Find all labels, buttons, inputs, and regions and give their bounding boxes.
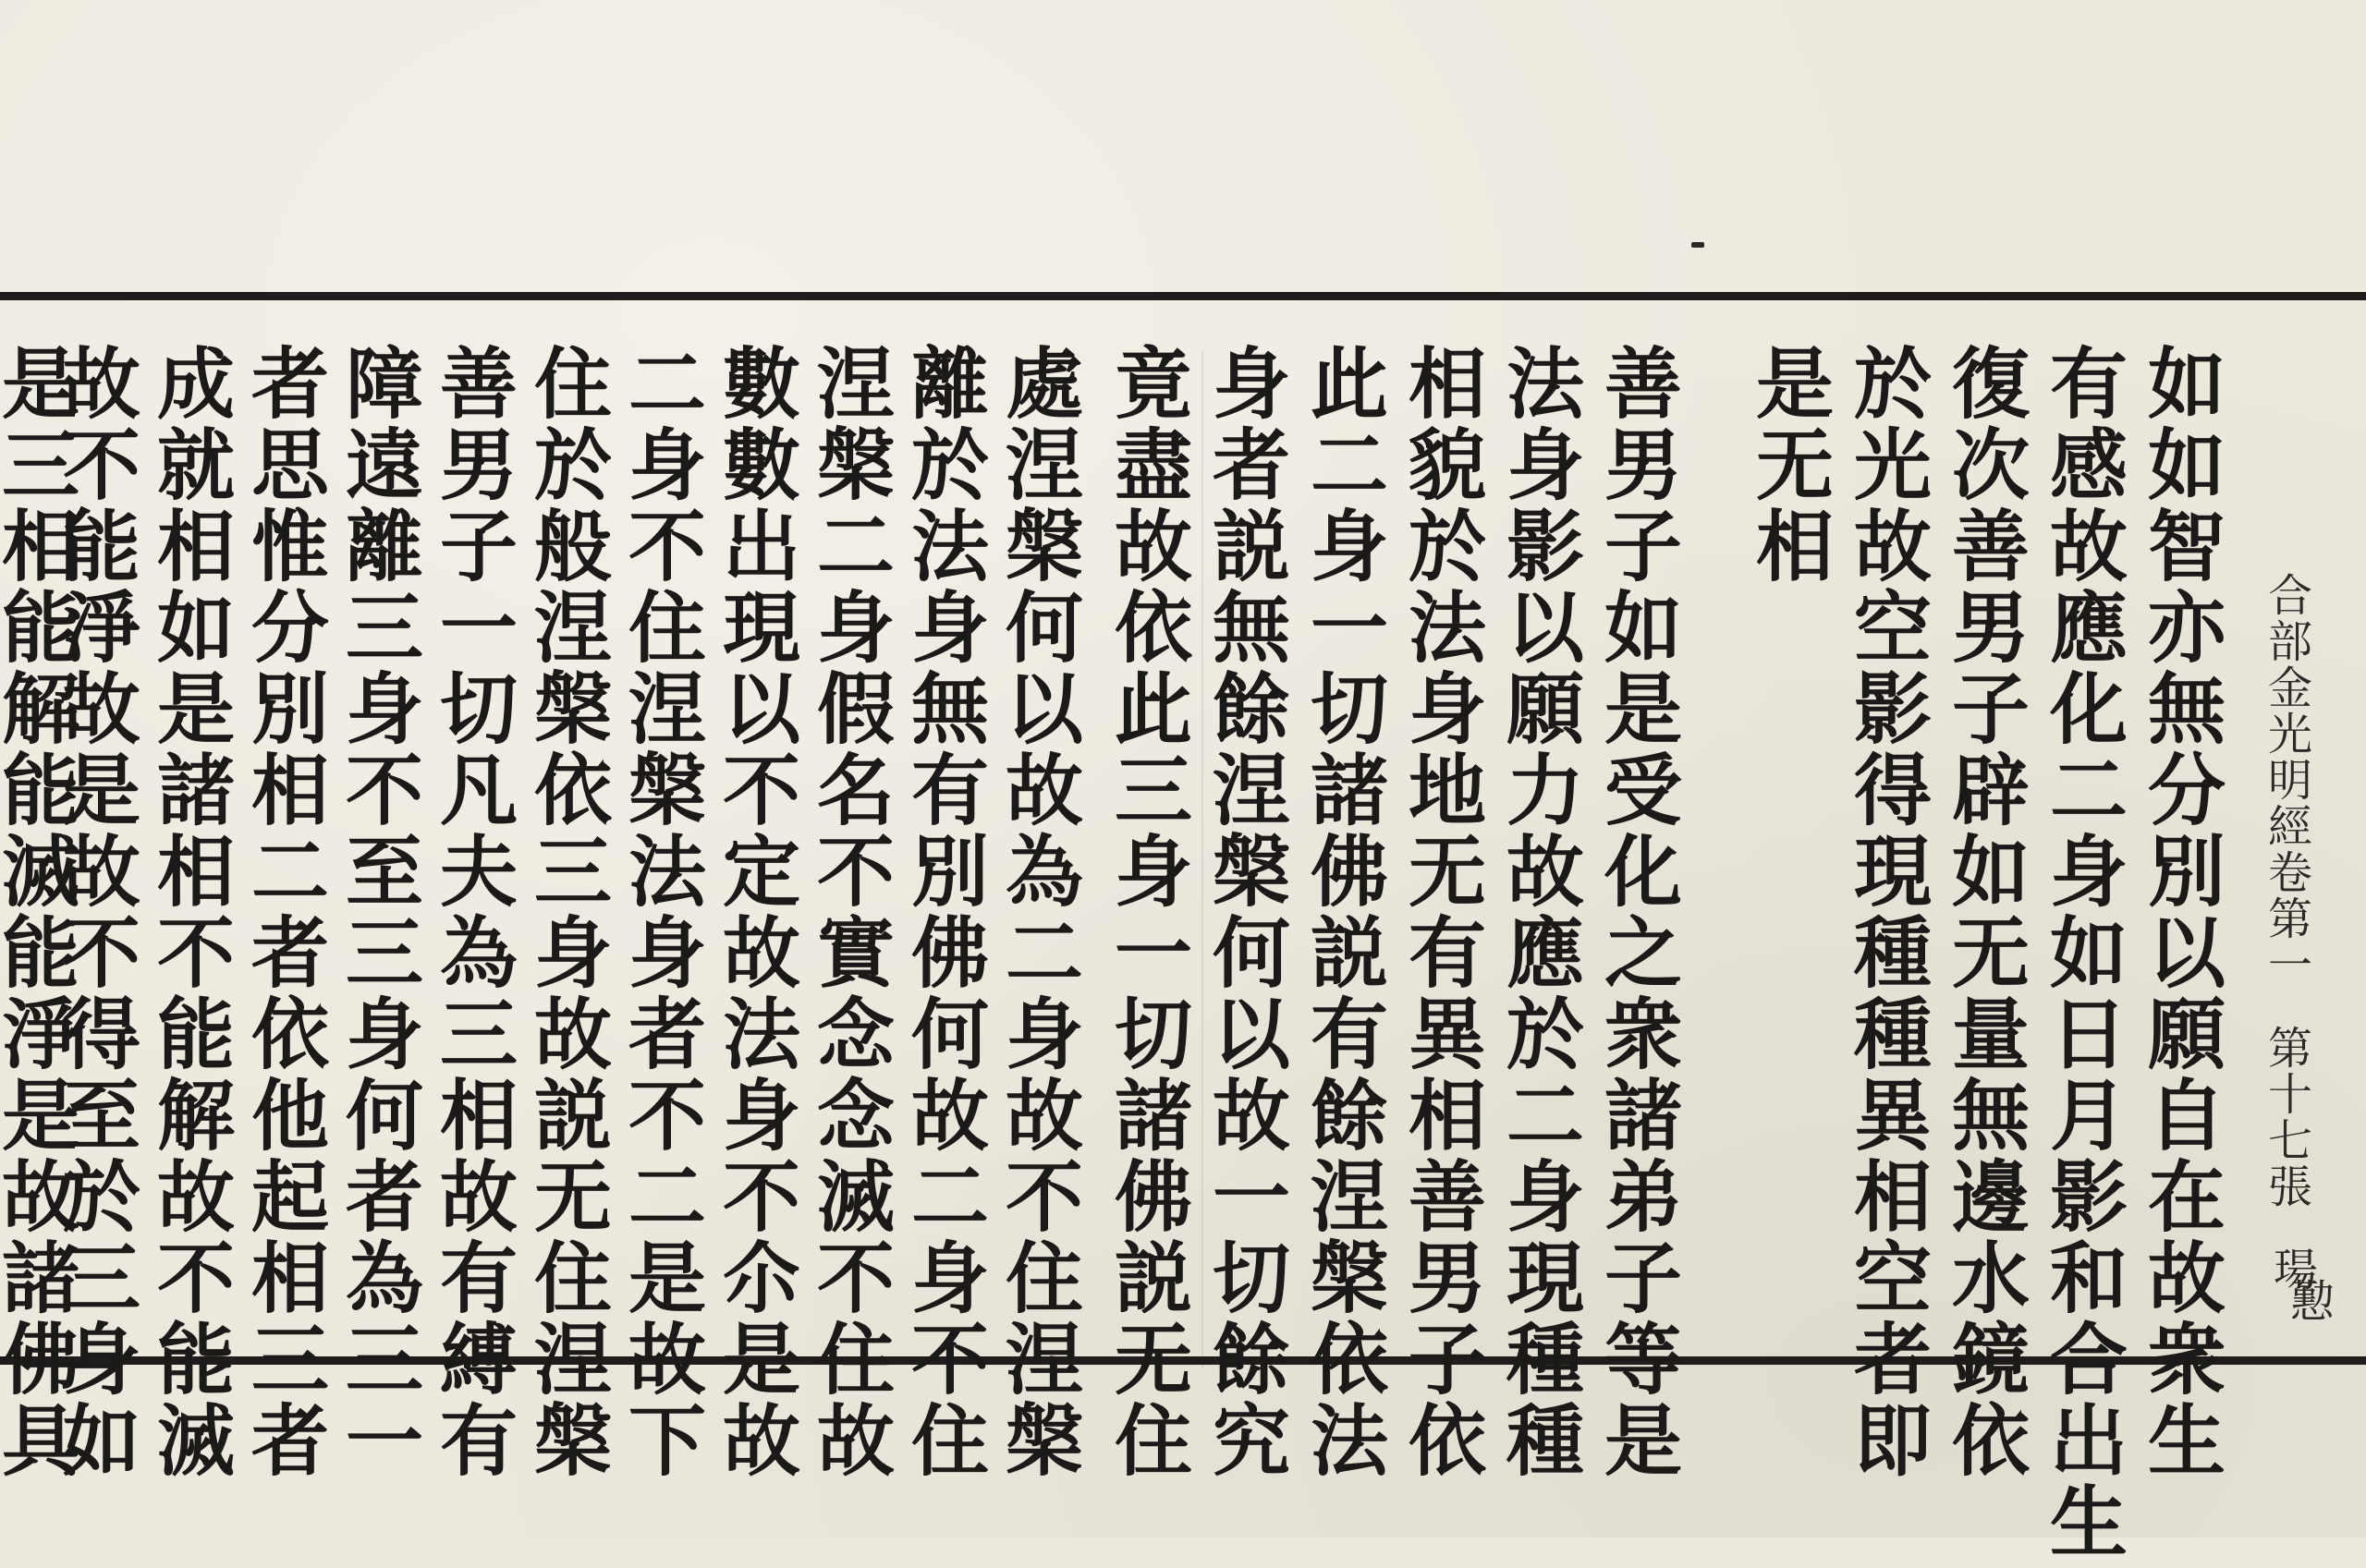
text-column: 成 就 相 如 是 諸 相 不 能 解 故 不 能 滅: [156, 338, 235, 1487]
text-column: 故 不 能 淨 故 是 故 不 得 至 於 三 身 如: [62, 338, 140, 1487]
text-column: 此 二 身 一 切 諸 佛 説 有 餘 涅 槃 依 法: [1310, 338, 1388, 1487]
page-fold: [1201, 351, 1203, 1367]
text-column: 於 光 故 空 影 得 現 種 種 異 相 空 者 即: [1853, 338, 1932, 1487]
text-column: 善 男 子 一 切 凡 夫 為 三 相 故 有 縛 有: [439, 338, 518, 1487]
text-column: 復 次 善 男 子 辟 如 无 量 無 邊 水 鏡 依: [1951, 338, 2030, 1487]
text-column: 涅 槃 二 身 假 名 不 實 念 念 滅 不 住 故: [816, 338, 895, 1487]
text-column: 障 遠 離 三 身 不 至 三 身 何 者 為 三 一: [345, 338, 423, 1487]
margin-page-number: 第十七張: [2268, 1023, 2313, 1213]
text-column: 身 者 説 無 餘 涅 槃 何 以 故 一 切 餘 究: [1212, 338, 1290, 1487]
margin-carver-mark: 瑒: [2273, 1245, 2318, 1296]
text-column: 住 於 般 涅 槃 依 三 身 故 説 无 住 涅 槃: [533, 338, 612, 1487]
text-column: 數 數 出 現 以 不 定 故 法 身 不 尒 是 故: [722, 338, 800, 1487]
text-column: 如 如 智 亦 無 分 別 以 願 自 在 故 衆 生: [2147, 338, 2226, 1487]
text-column: 法 身 影 以 願 力 故 應 於 二 身 現 種 種: [1506, 338, 1584, 1487]
ink-mark: [1691, 242, 1704, 248]
top-border-line: [0, 292, 2366, 300]
text-column: 是 三 相 能 解 能 滅 能 淨 是 故 諸 佛 具: [1, 338, 79, 1487]
text-column: 是 无 相: [1755, 338, 1834, 592]
text-column: 相 貌 於 法 身 地 无 有 異 相 善 男 子 依: [1408, 338, 1486, 1487]
margin-label: [2268, 570, 2323, 1296]
text-column: 者 思 惟 分 別 相 二 者 依 他 起 相 三 者: [250, 338, 329, 1487]
text-column: 二 身 不 住 涅 槃 法 身 者 不 二 是 故 下: [628, 338, 706, 1487]
text-column: 離 於 法 身 無 有 別 佛 何 故 二 身 不 住: [910, 338, 989, 1487]
text-column: 有 感 故 應 化 二 身 如 日 月 影 和 合 出 生: [2049, 338, 2128, 1568]
text-column: 竟 盡 故 依 此 三 身 一 切 諸 佛 説 无 住: [1114, 338, 1192, 1487]
margin-title: 合部金光明經卷第一: [2268, 570, 2313, 991]
margin-seal-mark: 懃: [2290, 1276, 2336, 1328]
text-column: 善 男 子 如 是 受 化 之 衆 諸 弟 子 等 是: [1604, 338, 1682, 1487]
text-column: 處 涅 槃 何 以 故 為 二 身 故 不 住 涅 槃: [1005, 338, 1083, 1487]
